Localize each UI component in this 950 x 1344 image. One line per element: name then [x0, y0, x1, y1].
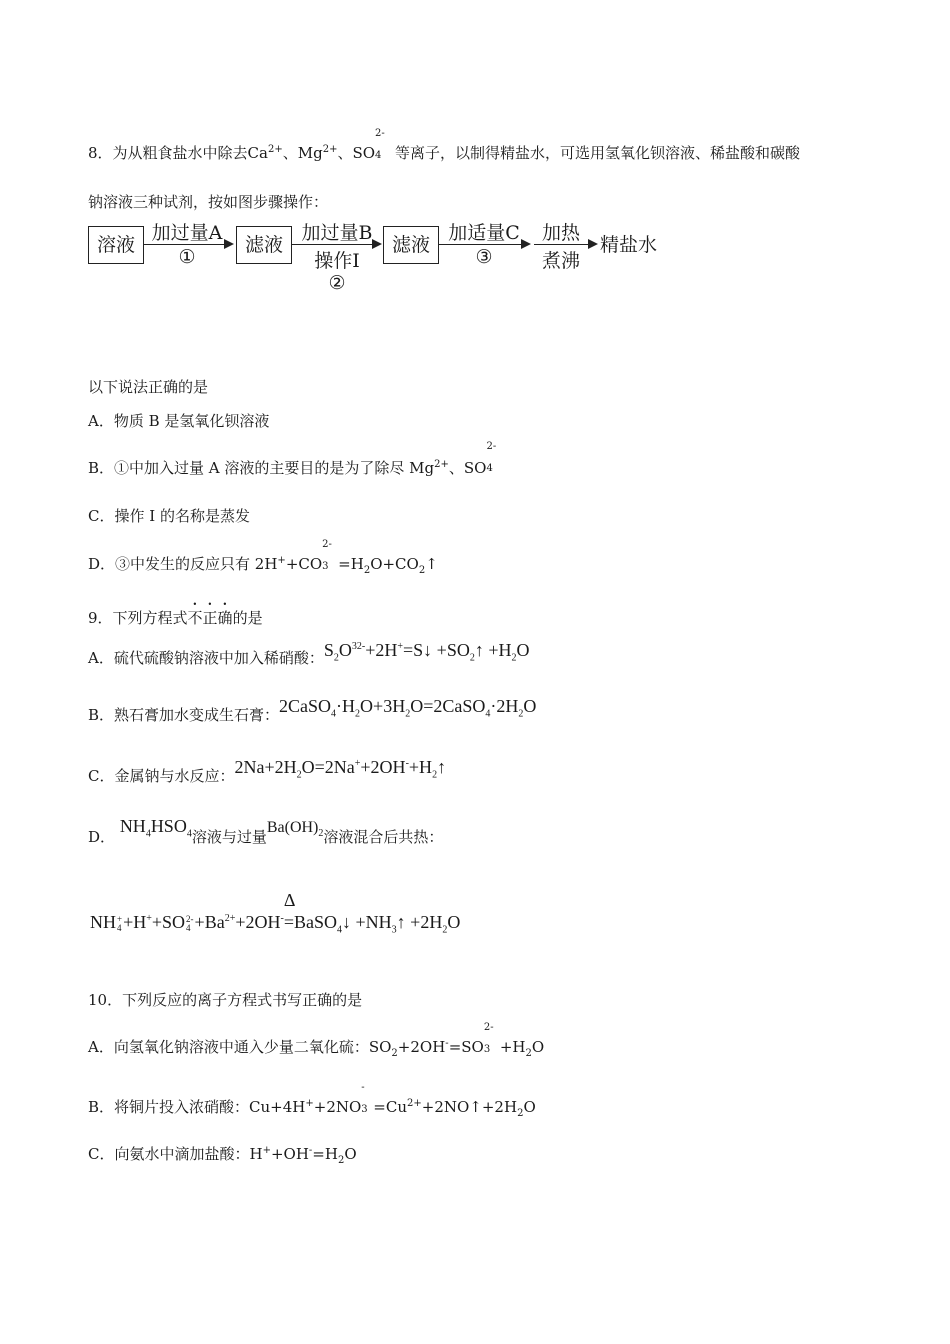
subscript: 2 — [363, 565, 371, 576]
option-text: ↑ — [425, 555, 438, 573]
subscript: 4 — [485, 708, 491, 720]
subscript: 2 — [405, 708, 411, 720]
superscript: + — [262, 1145, 271, 1156]
ion-so4 — [448, 441, 497, 478]
formula-part: ↑ — [437, 757, 447, 777]
ion-charge: 2+ — [434, 459, 449, 470]
subscript: 4 — [145, 828, 151, 840]
q10-option-a — [88, 1022, 545, 1059]
formula-part: =S↓ +SO — [403, 640, 470, 660]
formula-part: O — [516, 640, 530, 660]
subscript: 2 — [517, 1108, 524, 1119]
superscript: - — [280, 913, 284, 924]
separator: 、 — [337, 144, 353, 162]
formula-part: ·2H — [490, 696, 519, 716]
superscript: 2- — [356, 641, 366, 652]
q9-option-d — [88, 816, 444, 846]
formula-part: NH — [119, 816, 146, 836]
q9-option-b — [88, 696, 537, 724]
formula-part: 2Na+2H — [234, 757, 297, 777]
superscript: + — [146, 913, 152, 924]
subscript: 4 — [117, 922, 122, 933]
ion-symbol: +CO — [285, 555, 323, 573]
subscript: 3 — [391, 924, 397, 936]
subscript: 2 — [418, 565, 426, 576]
ion-charge: 2+ — [322, 144, 338, 155]
superscript: + — [354, 758, 361, 769]
ion-mg: Mg — [297, 144, 323, 162]
option-text: +2NO↑+2H — [421, 1098, 518, 1116]
superscript: + — [397, 641, 403, 652]
superscript: 2- — [186, 913, 194, 924]
ion-charge: - — [361, 1082, 365, 1093]
ion-script — [186, 915, 194, 933]
subscript: 2 — [355, 708, 361, 720]
process-flow-diagram — [88, 222, 708, 302]
subscript: 2 — [469, 652, 475, 664]
flow-label: 加热 — [541, 222, 580, 244]
formula-part: ↑ +2H — [396, 912, 443, 932]
formula-part: O — [523, 696, 537, 716]
ion-symbol: 、SO — [448, 459, 487, 477]
ion-subscript: 3 — [361, 1104, 368, 1115]
flow-arrow — [439, 244, 529, 245]
flow-label: 煮沸 — [541, 250, 580, 272]
flow-arrow — [534, 244, 596, 245]
subscript: 2 — [318, 828, 324, 840]
formula-part: +2OH — [360, 757, 406, 777]
formula-part: O — [447, 912, 461, 932]
q8-text: 8．为从粗食盐水中除去 — [88, 144, 248, 162]
ion-symbol: SO — [352, 144, 376, 162]
flow-label: ① — [178, 246, 196, 268]
q10-title: 10．下列反应的离子方程式书写正确的是 — [88, 991, 363, 1009]
option-text: =H — [338, 555, 364, 573]
separator: 、 — [282, 144, 298, 162]
superscript: - — [308, 1145, 313, 1156]
formula-part: NH — [90, 912, 116, 932]
flow-arrow — [292, 244, 380, 245]
formula-part: O=2Na — [301, 757, 355, 777]
superscript: + — [117, 913, 123, 924]
heat-equals-sign — [283, 890, 296, 933]
option-text: +OH — [270, 1145, 309, 1163]
q9-option-c — [88, 757, 447, 785]
q9-option-a — [88, 640, 530, 667]
flow-label: ② — [328, 272, 346, 294]
formula-part: Ba(OH) — [266, 819, 319, 836]
ion-no3 — [313, 1082, 368, 1116]
formula-part: +2OH — [235, 912, 281, 932]
q10-option-b — [88, 1082, 536, 1119]
flow-box-solution: 溶液 — [88, 226, 144, 264]
ion-charge: 2- — [486, 441, 497, 452]
ion-symbol: =SO — [448, 1038, 484, 1056]
subscript: 2 — [511, 652, 517, 664]
superscript: 3 — [351, 641, 357, 652]
option-text: B．熟石膏加水变成生石膏： — [88, 706, 280, 724]
q10-option-c — [88, 1143, 357, 1166]
formula-baoh2 — [266, 819, 324, 840]
option-text: =H — [312, 1145, 338, 1163]
flow-label: 加过量A — [151, 222, 223, 244]
option-text: A．硫代硫酸钠溶液中加入稀硝酸： — [88, 649, 324, 667]
flow-end-label: 精盐水 — [600, 234, 658, 256]
ion-subscript: 4 — [375, 150, 382, 161]
option-text: +H — [499, 1038, 526, 1056]
ion-co3 — [285, 539, 332, 573]
superscript: 2+ — [224, 913, 236, 924]
subscript: 2 — [442, 924, 448, 936]
q9-equation — [90, 890, 461, 936]
option-text: A．向氢氧化钠溶液中通入少量二氧化硫：SO — [88, 1038, 392, 1056]
option-text: C．金属钠与水反应： — [88, 767, 235, 785]
ion-so3 — [448, 1022, 494, 1056]
formula-part: S — [323, 640, 334, 660]
delta-symbol: Δ — [283, 890, 296, 910]
formula-part: +H — [123, 912, 147, 932]
superscript: 2+ — [407, 1098, 422, 1109]
formula-nh4hso4 — [119, 816, 192, 840]
flow-box-filtrate: 滤液 — [236, 226, 292, 264]
ion-ca: Ca — [247, 144, 268, 162]
q9-title — [88, 600, 263, 628]
formula-part: 2CaSO — [279, 696, 332, 716]
flow-label: 加适量C — [448, 222, 520, 244]
formula-part: +Ba — [194, 912, 225, 932]
subscript: 4 — [186, 922, 191, 933]
ion-charge: + — [277, 555, 286, 566]
ion-script — [117, 915, 122, 933]
formula — [323, 640, 530, 664]
option-text: O — [344, 1145, 357, 1163]
flow-label: 操作I — [314, 250, 360, 272]
subscript: 2 — [525, 1048, 532, 1059]
formula-part: ·H — [336, 696, 356, 716]
q8-option-a: A．物质 B 是氢氧化钡溶液 — [88, 412, 270, 430]
option-text: O+CO — [370, 555, 419, 573]
option-text: =Cu — [373, 1098, 408, 1116]
flow-arrow — [144, 244, 232, 245]
subscript: 2 — [337, 1155, 345, 1166]
q8-line1 — [88, 128, 801, 163]
option-label: D． — [88, 828, 116, 846]
formula-part: +SO — [151, 912, 186, 932]
formula-part: BaSO — [294, 912, 338, 932]
ion-subscript: 3 — [322, 561, 329, 572]
superscript: - — [405, 758, 409, 769]
q9-text: 9．下列方程式 — [88, 609, 188, 627]
option-text: 溶液与过量 — [191, 828, 267, 846]
q8-option-b — [88, 441, 497, 478]
ion-charge: 2- — [375, 128, 385, 139]
formula — [234, 757, 447, 781]
formula-part: O — [338, 640, 352, 660]
ion-so4 — [352, 128, 385, 162]
flow-label: 加过量B — [301, 222, 373, 244]
q8-text: 等离子，以制得精盐水，可选用氢氧化钡溶液、稀盐酸和碳酸 — [395, 144, 801, 162]
formula-part: +H — [408, 757, 433, 777]
option-text: B．①中加入过量 A 溶液的主要目的是为了除尽 Mg — [88, 459, 435, 477]
subscript: 4 — [331, 708, 337, 720]
formula-part: HSO — [150, 816, 187, 836]
option-text: 溶液混合后共热： — [323, 828, 444, 846]
flow-box-filtrate: 滤液 — [383, 226, 439, 264]
q8-prompt: 以下说法正确的是 — [88, 378, 209, 396]
subscript: 2 — [518, 708, 524, 720]
flow-label: ③ — [475, 246, 493, 268]
subscript: 4 — [337, 924, 343, 936]
formula-part: ↓ +NH — [342, 912, 392, 932]
ion-charge: 2+ — [267, 144, 283, 155]
option-text: O — [523, 1098, 536, 1116]
formula-part: +2H — [365, 640, 398, 660]
q8-option-c: C．操作 I 的名称是蒸发 — [88, 507, 250, 525]
superscript: + — [305, 1098, 314, 1109]
option-text: B．将铜片投入浓硝酸：Cu+4H — [88, 1098, 306, 1116]
subscript: 2 — [296, 769, 302, 781]
ion-charge: 2- — [483, 1022, 494, 1033]
formula — [279, 696, 537, 720]
q8-option-d — [88, 539, 438, 576]
ion-symbol: +2NO — [313, 1098, 362, 1116]
subscript: 4 — [186, 828, 192, 840]
subscript: 2 — [333, 652, 339, 664]
ion-charge: 2- — [322, 539, 332, 550]
formula-part: O=2CaSO — [410, 696, 486, 716]
subscript: 2 — [391, 1048, 398, 1059]
formula-part: O+3H — [360, 696, 406, 716]
subscript: 2 — [432, 769, 438, 781]
superscript: - — [445, 1038, 449, 1049]
formula-part: = — [283, 912, 294, 932]
ion-subscript: 3 — [483, 1044, 491, 1055]
ion-subscript: 4 — [486, 463, 493, 474]
option-text: D．③中发生的反应只有 2H — [88, 555, 278, 573]
option-text: +2OH — [397, 1038, 446, 1056]
emphasized-text: 不正确 — [187, 609, 233, 627]
q8-line2: 钠溶液三种试剂，按如图步骤操作： — [88, 193, 329, 211]
option-text: O — [531, 1038, 545, 1056]
option-text: C．向氨水中滴加盐酸：H — [88, 1145, 263, 1163]
formula-part: ↑ +H — [474, 640, 512, 660]
q9-text: 的是 — [232, 609, 263, 627]
